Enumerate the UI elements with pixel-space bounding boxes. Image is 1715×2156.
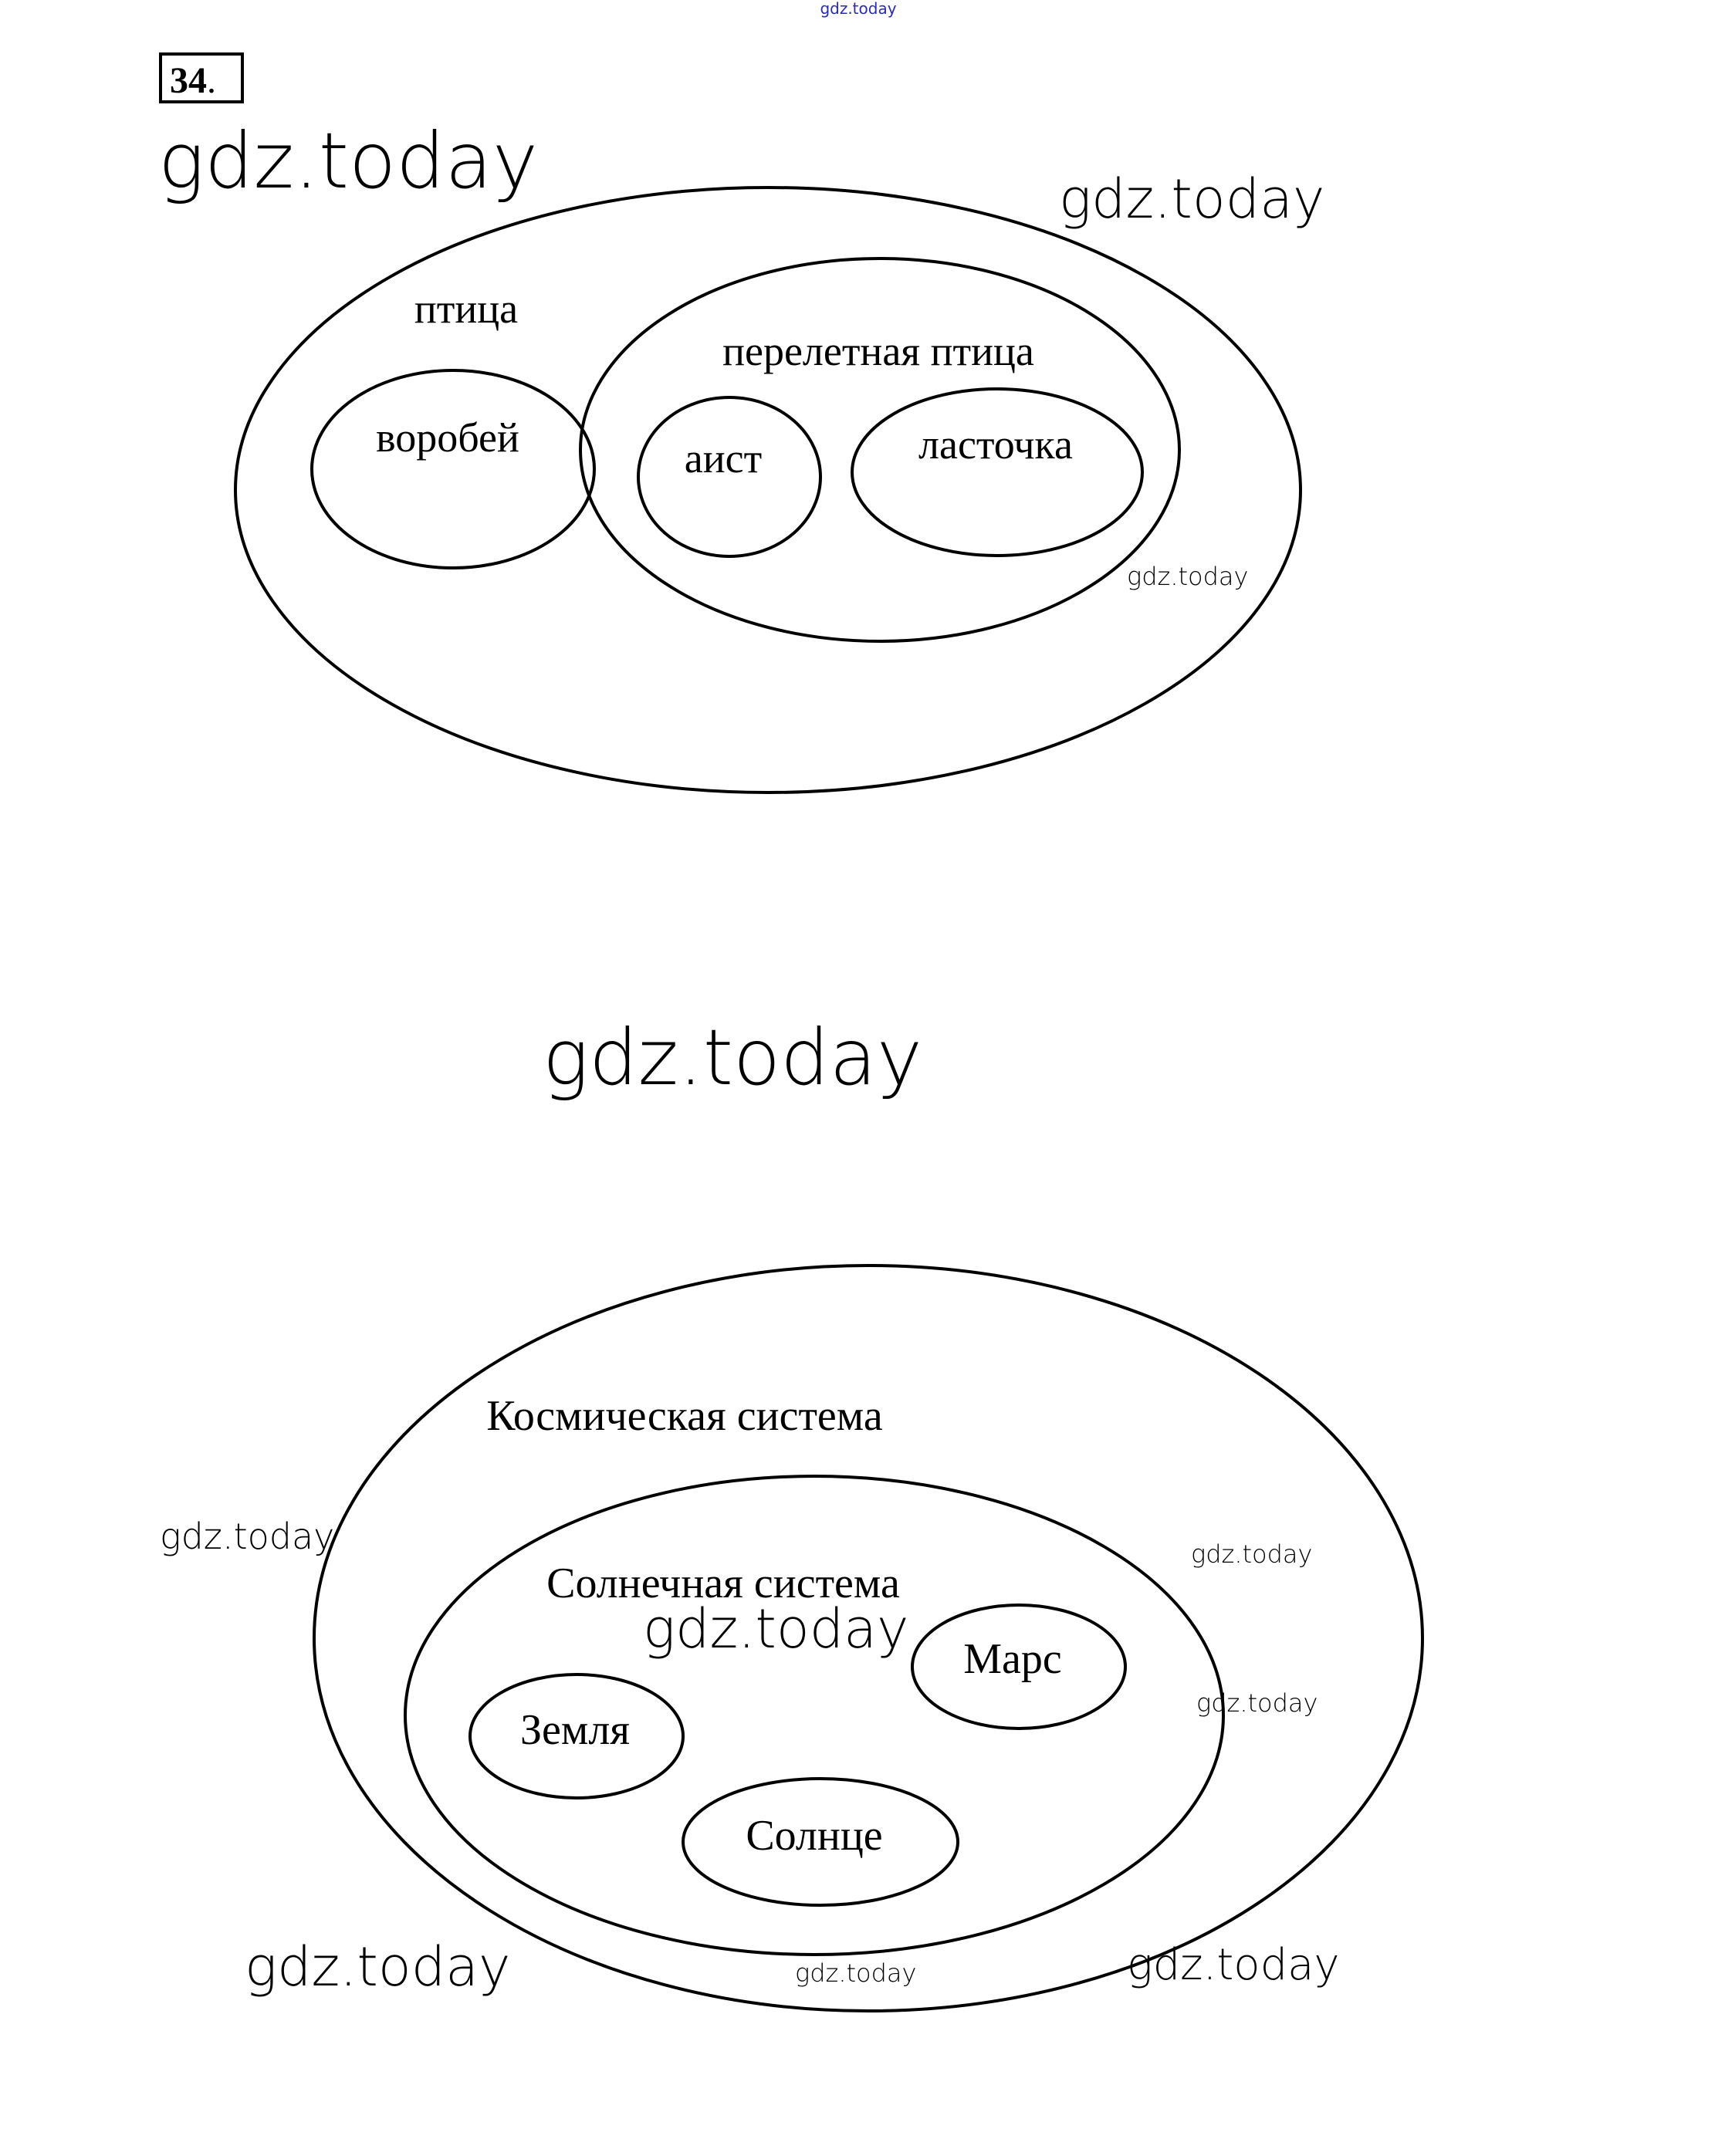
label-space-system: Космическая система <box>486 1392 883 1440</box>
label-solar-system: Солнечная система <box>546 1560 900 1607</box>
watermark-bottom-right: gdz.today <box>1127 1940 1340 1990</box>
label-sun: Солнце <box>746 1812 883 1860</box>
watermark-large-center: gdz.today <box>543 1012 923 1103</box>
label-bird: птица <box>414 286 519 332</box>
ellipse-bird <box>235 188 1301 792</box>
watermark-small-right-lower: gdz.today <box>1196 1688 1318 1718</box>
watermark-top: gdz.today <box>820 0 897 18</box>
watermark-left-space: gdz.today <box>160 1516 335 1557</box>
task-number-value: 34 <box>170 60 207 101</box>
watermark-small-right-upper: gdz.today <box>1191 1539 1313 1569</box>
label-swallow: ласточка <box>918 421 1073 468</box>
task-number <box>161 54 242 102</box>
watermark-mid-space: gdz.today <box>643 1597 909 1661</box>
ellipse-migratory-bird <box>580 259 1179 641</box>
watermark-bottom-left: gdz.today <box>245 1935 511 1999</box>
label-sparrow: воробей <box>376 414 519 461</box>
watermark-small-birds: gdz.today <box>1127 562 1249 591</box>
ellipse-swallow <box>852 389 1142 556</box>
task-number-text <box>170 60 216 101</box>
ellipse-sparrow <box>312 370 594 568</box>
watermark-top-right: gdz.today <box>1059 167 1325 231</box>
watermark-large-top-left: gdz.today <box>158 116 539 206</box>
label-stork: аист <box>684 435 763 482</box>
watermark-small-bottom-center: gdz.today <box>795 1958 917 1988</box>
label-earth: Земля <box>519 1706 631 1754</box>
diagram-birds <box>235 188 1301 792</box>
task-number-dot: . <box>207 60 216 101</box>
label-migratory-bird: перелетная птица <box>722 328 1034 374</box>
label-mars: Марс <box>963 1635 1062 1683</box>
